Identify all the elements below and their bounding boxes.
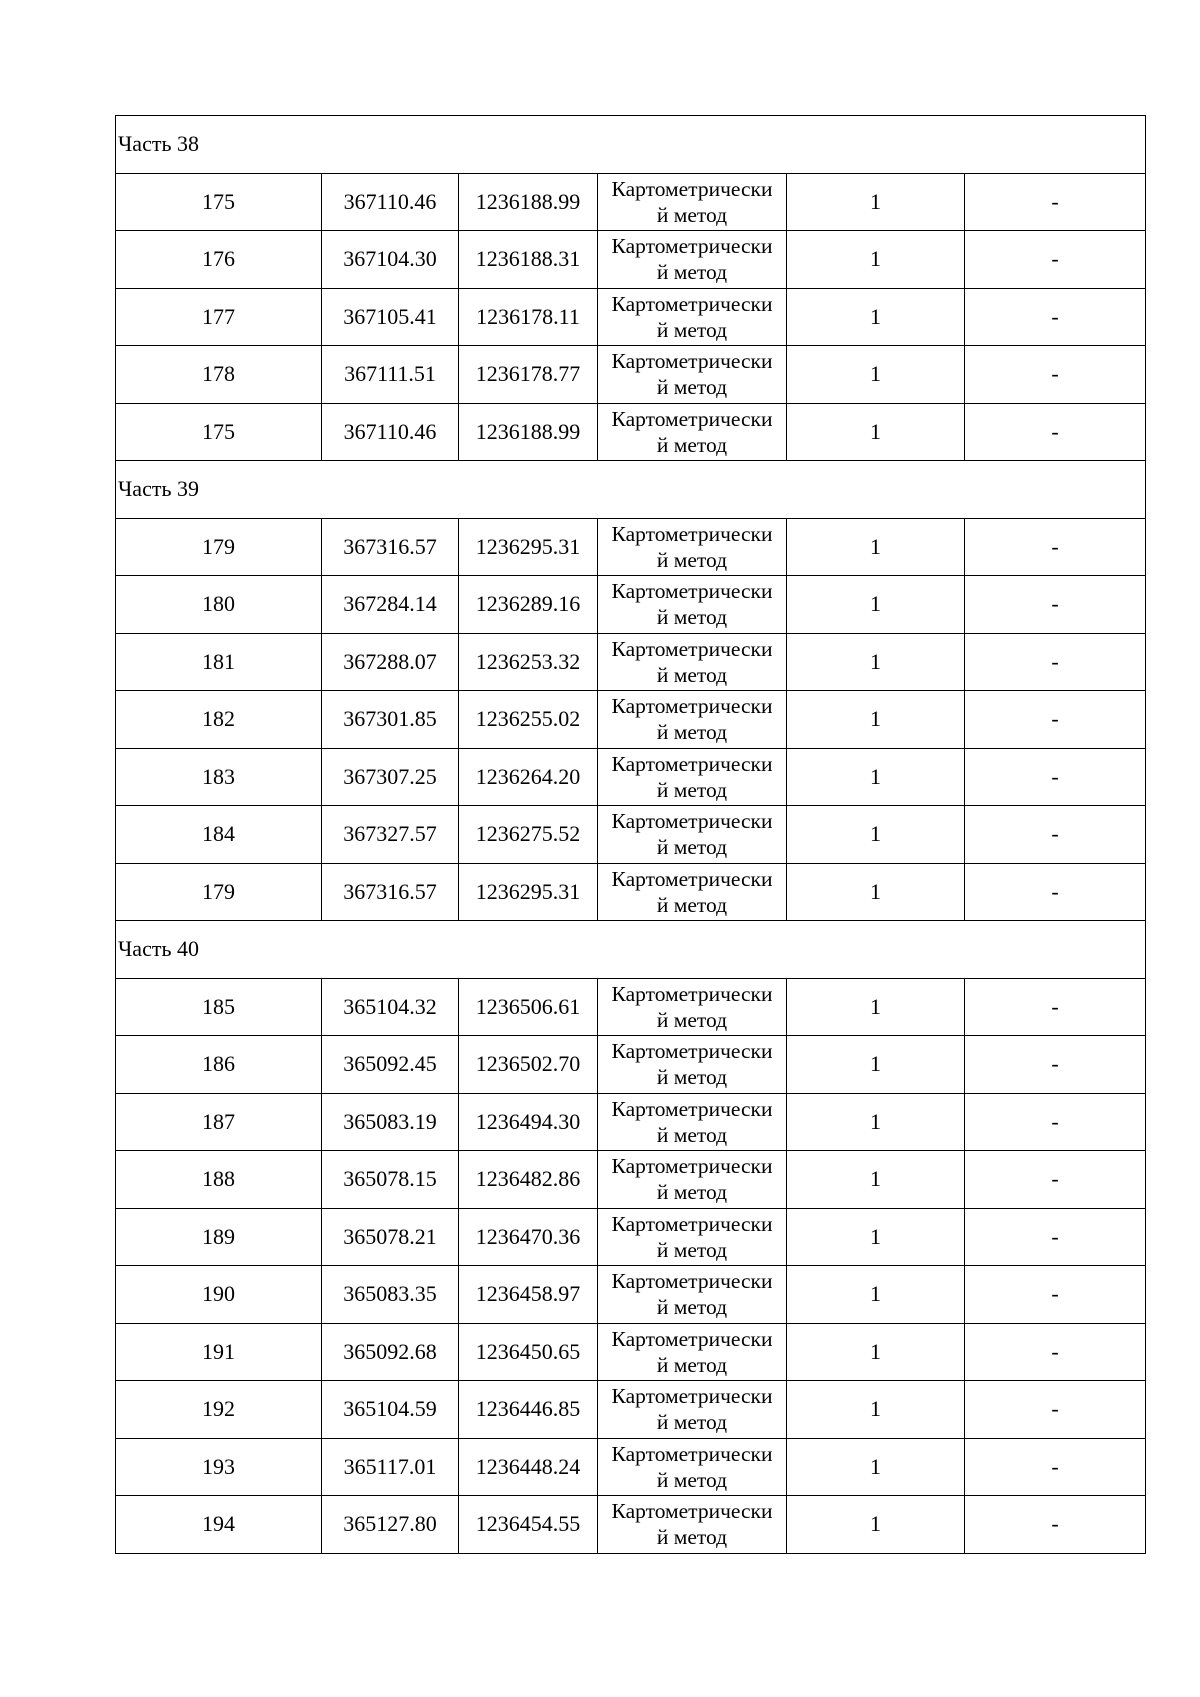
- y-coordinate-cell: 1236188.99: [459, 403, 598, 461]
- method-text-line: Картометрически: [611, 866, 773, 891]
- method-text-line: й метод: [656, 1065, 728, 1090]
- table-row: [116, 1381, 1146, 1439]
- accuracy-cell: 1: [787, 1208, 965, 1266]
- accuracy-cell: 1: [787, 1151, 965, 1209]
- method-text-line: й метод: [656, 1352, 728, 1377]
- note-cell: -: [965, 691, 1146, 749]
- note-cell: -: [965, 1036, 1146, 1094]
- y-coordinate-cell: 1236188.99: [459, 173, 598, 231]
- y-coordinate-cell: 1236295.31: [459, 518, 598, 576]
- x-coordinate-cell: 365083.19: [322, 1093, 459, 1151]
- method-cell: [598, 691, 787, 749]
- y-coordinate-cell: 1236454.55: [459, 1496, 598, 1554]
- point-number-cell: 186: [116, 1036, 322, 1094]
- note-cell: -: [965, 346, 1146, 404]
- y-coordinate-cell: 1236178.77: [459, 346, 598, 404]
- method-cell: [598, 633, 787, 691]
- method-text-line: Картометрически: [611, 1384, 773, 1409]
- table-row: [116, 288, 1146, 346]
- method-text-line: й метод: [656, 1180, 728, 1205]
- table-row: [116, 1208, 1146, 1266]
- note-cell: -: [965, 1151, 1146, 1209]
- x-coordinate-cell: 367284.14: [322, 576, 459, 634]
- point-number-cell: 179: [116, 863, 322, 921]
- table-row: [116, 1036, 1146, 1094]
- point-number-cell: 184: [116, 806, 322, 864]
- x-coordinate-cell: 365083.35: [322, 1266, 459, 1324]
- method-text-line: Картометрически: [611, 809, 773, 834]
- note-cell: -: [965, 1266, 1146, 1324]
- y-coordinate-cell: 1236470.36: [459, 1208, 598, 1266]
- method-text-line: Картометрически: [611, 1096, 773, 1121]
- y-coordinate-cell: 1236264.20: [459, 748, 598, 806]
- x-coordinate-cell: 367316.57: [322, 518, 459, 576]
- table-row: [116, 403, 1146, 461]
- x-coordinate-cell: 367288.07: [322, 633, 459, 691]
- x-coordinate-cell: 365078.21: [322, 1208, 459, 1266]
- method-text-line: й метод: [656, 1237, 728, 1262]
- point-number-cell: 192: [116, 1381, 322, 1439]
- x-coordinate-cell: 365127.80: [322, 1496, 459, 1554]
- accuracy-cell: 1: [787, 806, 965, 864]
- table-row: [116, 1151, 1146, 1209]
- point-number-cell: 182: [116, 691, 322, 749]
- point-number-cell: 185: [116, 978, 322, 1036]
- method-text-line: Картометрически: [611, 176, 773, 201]
- method-cell: [598, 576, 787, 634]
- y-coordinate-cell: 1236450.65: [459, 1323, 598, 1381]
- point-number-cell: 175: [116, 173, 322, 231]
- method-cell: [598, 288, 787, 346]
- method-text-line: Картометрически: [611, 1154, 773, 1179]
- method-text-line: й метод: [656, 605, 728, 630]
- method-text-line: й метод: [656, 547, 728, 572]
- method-text-line: й метод: [656, 1525, 728, 1550]
- method-cell: [598, 1151, 787, 1209]
- note-cell: -: [965, 1323, 1146, 1381]
- table-row: [116, 1266, 1146, 1324]
- method-text-line: Картометрически: [611, 1211, 773, 1236]
- table-row: [116, 806, 1146, 864]
- section-label: Часть 40: [116, 921, 1146, 979]
- y-coordinate-cell: 1236458.97: [459, 1266, 598, 1324]
- point-number-cell: 183: [116, 748, 322, 806]
- accuracy-cell: 1: [787, 1496, 965, 1554]
- method-cell: [598, 1266, 787, 1324]
- accuracy-cell: 1: [787, 1323, 965, 1381]
- y-coordinate-cell: 1236295.31: [459, 863, 598, 921]
- method-text-line: Картометрически: [611, 1269, 773, 1294]
- method-text-line: й метод: [656, 720, 728, 745]
- section-label: Часть 38: [116, 116, 1146, 174]
- method-text-line: Картометрически: [611, 406, 773, 431]
- point-number-cell: 178: [116, 346, 322, 404]
- method-text-line: Картометрически: [611, 1326, 773, 1351]
- method-text-line: Картометрически: [611, 694, 773, 719]
- method-cell: [598, 403, 787, 461]
- method-cell: [598, 518, 787, 576]
- accuracy-cell: 1: [787, 173, 965, 231]
- note-cell: -: [965, 173, 1146, 231]
- note-cell: -: [965, 978, 1146, 1036]
- method-cell: [598, 173, 787, 231]
- x-coordinate-cell: 365092.68: [322, 1323, 459, 1381]
- accuracy-cell: 1: [787, 1093, 965, 1151]
- accuracy-cell: 1: [787, 231, 965, 289]
- table-row: [116, 1323, 1146, 1381]
- note-cell: -: [965, 518, 1146, 576]
- x-coordinate-cell: 367307.25: [322, 748, 459, 806]
- accuracy-cell: 1: [787, 346, 965, 404]
- y-coordinate-cell: 1236494.30: [459, 1093, 598, 1151]
- x-coordinate-cell: 367301.85: [322, 691, 459, 749]
- section-header-row: [116, 921, 1146, 979]
- note-cell: -: [965, 748, 1146, 806]
- point-number-cell: 194: [116, 1496, 322, 1554]
- y-coordinate-cell: 1236446.85: [459, 1381, 598, 1439]
- y-coordinate-cell: 1236482.86: [459, 1151, 598, 1209]
- x-coordinate-cell: 367316.57: [322, 863, 459, 921]
- note-cell: -: [965, 288, 1146, 346]
- method-text-line: Картометрически: [611, 636, 773, 661]
- method-text-line: й метод: [656, 835, 728, 860]
- table-row: [116, 1438, 1146, 1496]
- point-number-cell: 179: [116, 518, 322, 576]
- method-text-line: й метод: [656, 1467, 728, 1492]
- table-row: [116, 748, 1146, 806]
- section-header-row: [116, 461, 1146, 519]
- y-coordinate-cell: 1236448.24: [459, 1438, 598, 1496]
- note-cell: -: [965, 576, 1146, 634]
- method-cell: [598, 1208, 787, 1266]
- method-text-line: й метод: [656, 777, 728, 802]
- table-row: [116, 518, 1146, 576]
- y-coordinate-cell: 1236289.16: [459, 576, 598, 634]
- method-text-line: й метод: [656, 662, 728, 687]
- section-header-row: [116, 116, 1146, 174]
- note-cell: -: [965, 1438, 1146, 1496]
- method-cell: [598, 863, 787, 921]
- method-cell: [598, 1036, 787, 1094]
- note-cell: -: [965, 403, 1146, 461]
- x-coordinate-cell: 367111.51: [322, 346, 459, 404]
- accuracy-cell: 1: [787, 978, 965, 1036]
- note-cell: -: [965, 1208, 1146, 1266]
- point-number-cell: 190: [116, 1266, 322, 1324]
- method-text-line: й метод: [656, 375, 728, 400]
- method-text-line: Картометрически: [611, 981, 773, 1006]
- table-row: [116, 346, 1146, 404]
- y-coordinate-cell: 1236188.31: [459, 231, 598, 289]
- accuracy-cell: 1: [787, 1266, 965, 1324]
- method-cell: [598, 1381, 787, 1439]
- accuracy-cell: 1: [787, 633, 965, 691]
- method-text-line: Картометрически: [611, 1441, 773, 1466]
- method-text-line: Картометрически: [611, 521, 773, 546]
- table-row: [116, 691, 1146, 749]
- accuracy-cell: 1: [787, 748, 965, 806]
- method-text-line: й метод: [656, 1410, 728, 1435]
- section-label: Часть 39: [116, 461, 1146, 519]
- accuracy-cell: 1: [787, 863, 965, 921]
- table-row: [116, 978, 1146, 1036]
- table-row: [116, 633, 1146, 691]
- table-row: [116, 1093, 1146, 1151]
- x-coordinate-cell: 367327.57: [322, 806, 459, 864]
- coordinates-table: [115, 115, 1146, 1554]
- accuracy-cell: 1: [787, 1036, 965, 1094]
- x-coordinate-cell: 365092.45: [322, 1036, 459, 1094]
- point-number-cell: 191: [116, 1323, 322, 1381]
- method-text-line: й метод: [656, 892, 728, 917]
- method-text-line: й метод: [656, 202, 728, 227]
- method-text-line: Картометрически: [611, 751, 773, 776]
- method-text-line: й метод: [656, 317, 728, 342]
- point-number-cell: 193: [116, 1438, 322, 1496]
- accuracy-cell: 1: [787, 576, 965, 634]
- table-row: [116, 576, 1146, 634]
- table-row: [116, 231, 1146, 289]
- method-text-line: й метод: [656, 1122, 728, 1147]
- accuracy-cell: 1: [787, 1381, 965, 1439]
- x-coordinate-cell: 365078.15: [322, 1151, 459, 1209]
- accuracy-cell: 1: [787, 518, 965, 576]
- y-coordinate-cell: 1236506.61: [459, 978, 598, 1036]
- table-row: [116, 1496, 1146, 1554]
- y-coordinate-cell: 1236255.02: [459, 691, 598, 749]
- point-number-cell: 188: [116, 1151, 322, 1209]
- method-cell: [598, 748, 787, 806]
- point-number-cell: 175: [116, 403, 322, 461]
- accuracy-cell: 1: [787, 1438, 965, 1496]
- table-row: [116, 863, 1146, 921]
- x-coordinate-cell: 367110.46: [322, 173, 459, 231]
- point-number-cell: 176: [116, 231, 322, 289]
- method-text-line: Картометрически: [611, 1499, 773, 1524]
- x-coordinate-cell: 367105.41: [322, 288, 459, 346]
- y-coordinate-cell: 1236275.52: [459, 806, 598, 864]
- method-text-line: Картометрически: [611, 234, 773, 259]
- method-cell: [598, 978, 787, 1036]
- table-row: [116, 173, 1146, 231]
- accuracy-cell: 1: [787, 403, 965, 461]
- accuracy-cell: 1: [787, 288, 965, 346]
- method-cell: [598, 1323, 787, 1381]
- method-cell: [598, 806, 787, 864]
- x-coordinate-cell: 365104.59: [322, 1381, 459, 1439]
- method-cell: [598, 1438, 787, 1496]
- x-coordinate-cell: 365117.01: [322, 1438, 459, 1496]
- method-text-line: Картометрически: [611, 291, 773, 316]
- x-coordinate-cell: 367104.30: [322, 231, 459, 289]
- method-text-line: й метод: [656, 1295, 728, 1320]
- point-number-cell: 187: [116, 1093, 322, 1151]
- method-text-line: й метод: [656, 432, 728, 457]
- note-cell: -: [965, 1093, 1146, 1151]
- point-number-cell: 180: [116, 576, 322, 634]
- y-coordinate-cell: 1236502.70: [459, 1036, 598, 1094]
- method-text-line: Картометрически: [611, 349, 773, 374]
- table-body: [116, 116, 1146, 1554]
- x-coordinate-cell: 365104.32: [322, 978, 459, 1036]
- point-number-cell: 177: [116, 288, 322, 346]
- note-cell: -: [965, 633, 1146, 691]
- method-text-line: Картометрически: [611, 579, 773, 604]
- method-cell: [598, 1093, 787, 1151]
- method-cell: [598, 1496, 787, 1554]
- method-cell: [598, 346, 787, 404]
- point-number-cell: 189: [116, 1208, 322, 1266]
- note-cell: -: [965, 806, 1146, 864]
- method-text-line: й метод: [656, 1007, 728, 1032]
- x-coordinate-cell: 367110.46: [322, 403, 459, 461]
- y-coordinate-cell: 1236178.11: [459, 288, 598, 346]
- y-coordinate-cell: 1236253.32: [459, 633, 598, 691]
- note-cell: -: [965, 1381, 1146, 1439]
- method-text-line: й метод: [656, 260, 728, 285]
- method-cell: [598, 231, 787, 289]
- accuracy-cell: 1: [787, 691, 965, 749]
- method-text-line: Картометрически: [611, 1039, 773, 1064]
- note-cell: -: [965, 863, 1146, 921]
- note-cell: -: [965, 1496, 1146, 1554]
- point-number-cell: 181: [116, 633, 322, 691]
- note-cell: -: [965, 231, 1146, 289]
